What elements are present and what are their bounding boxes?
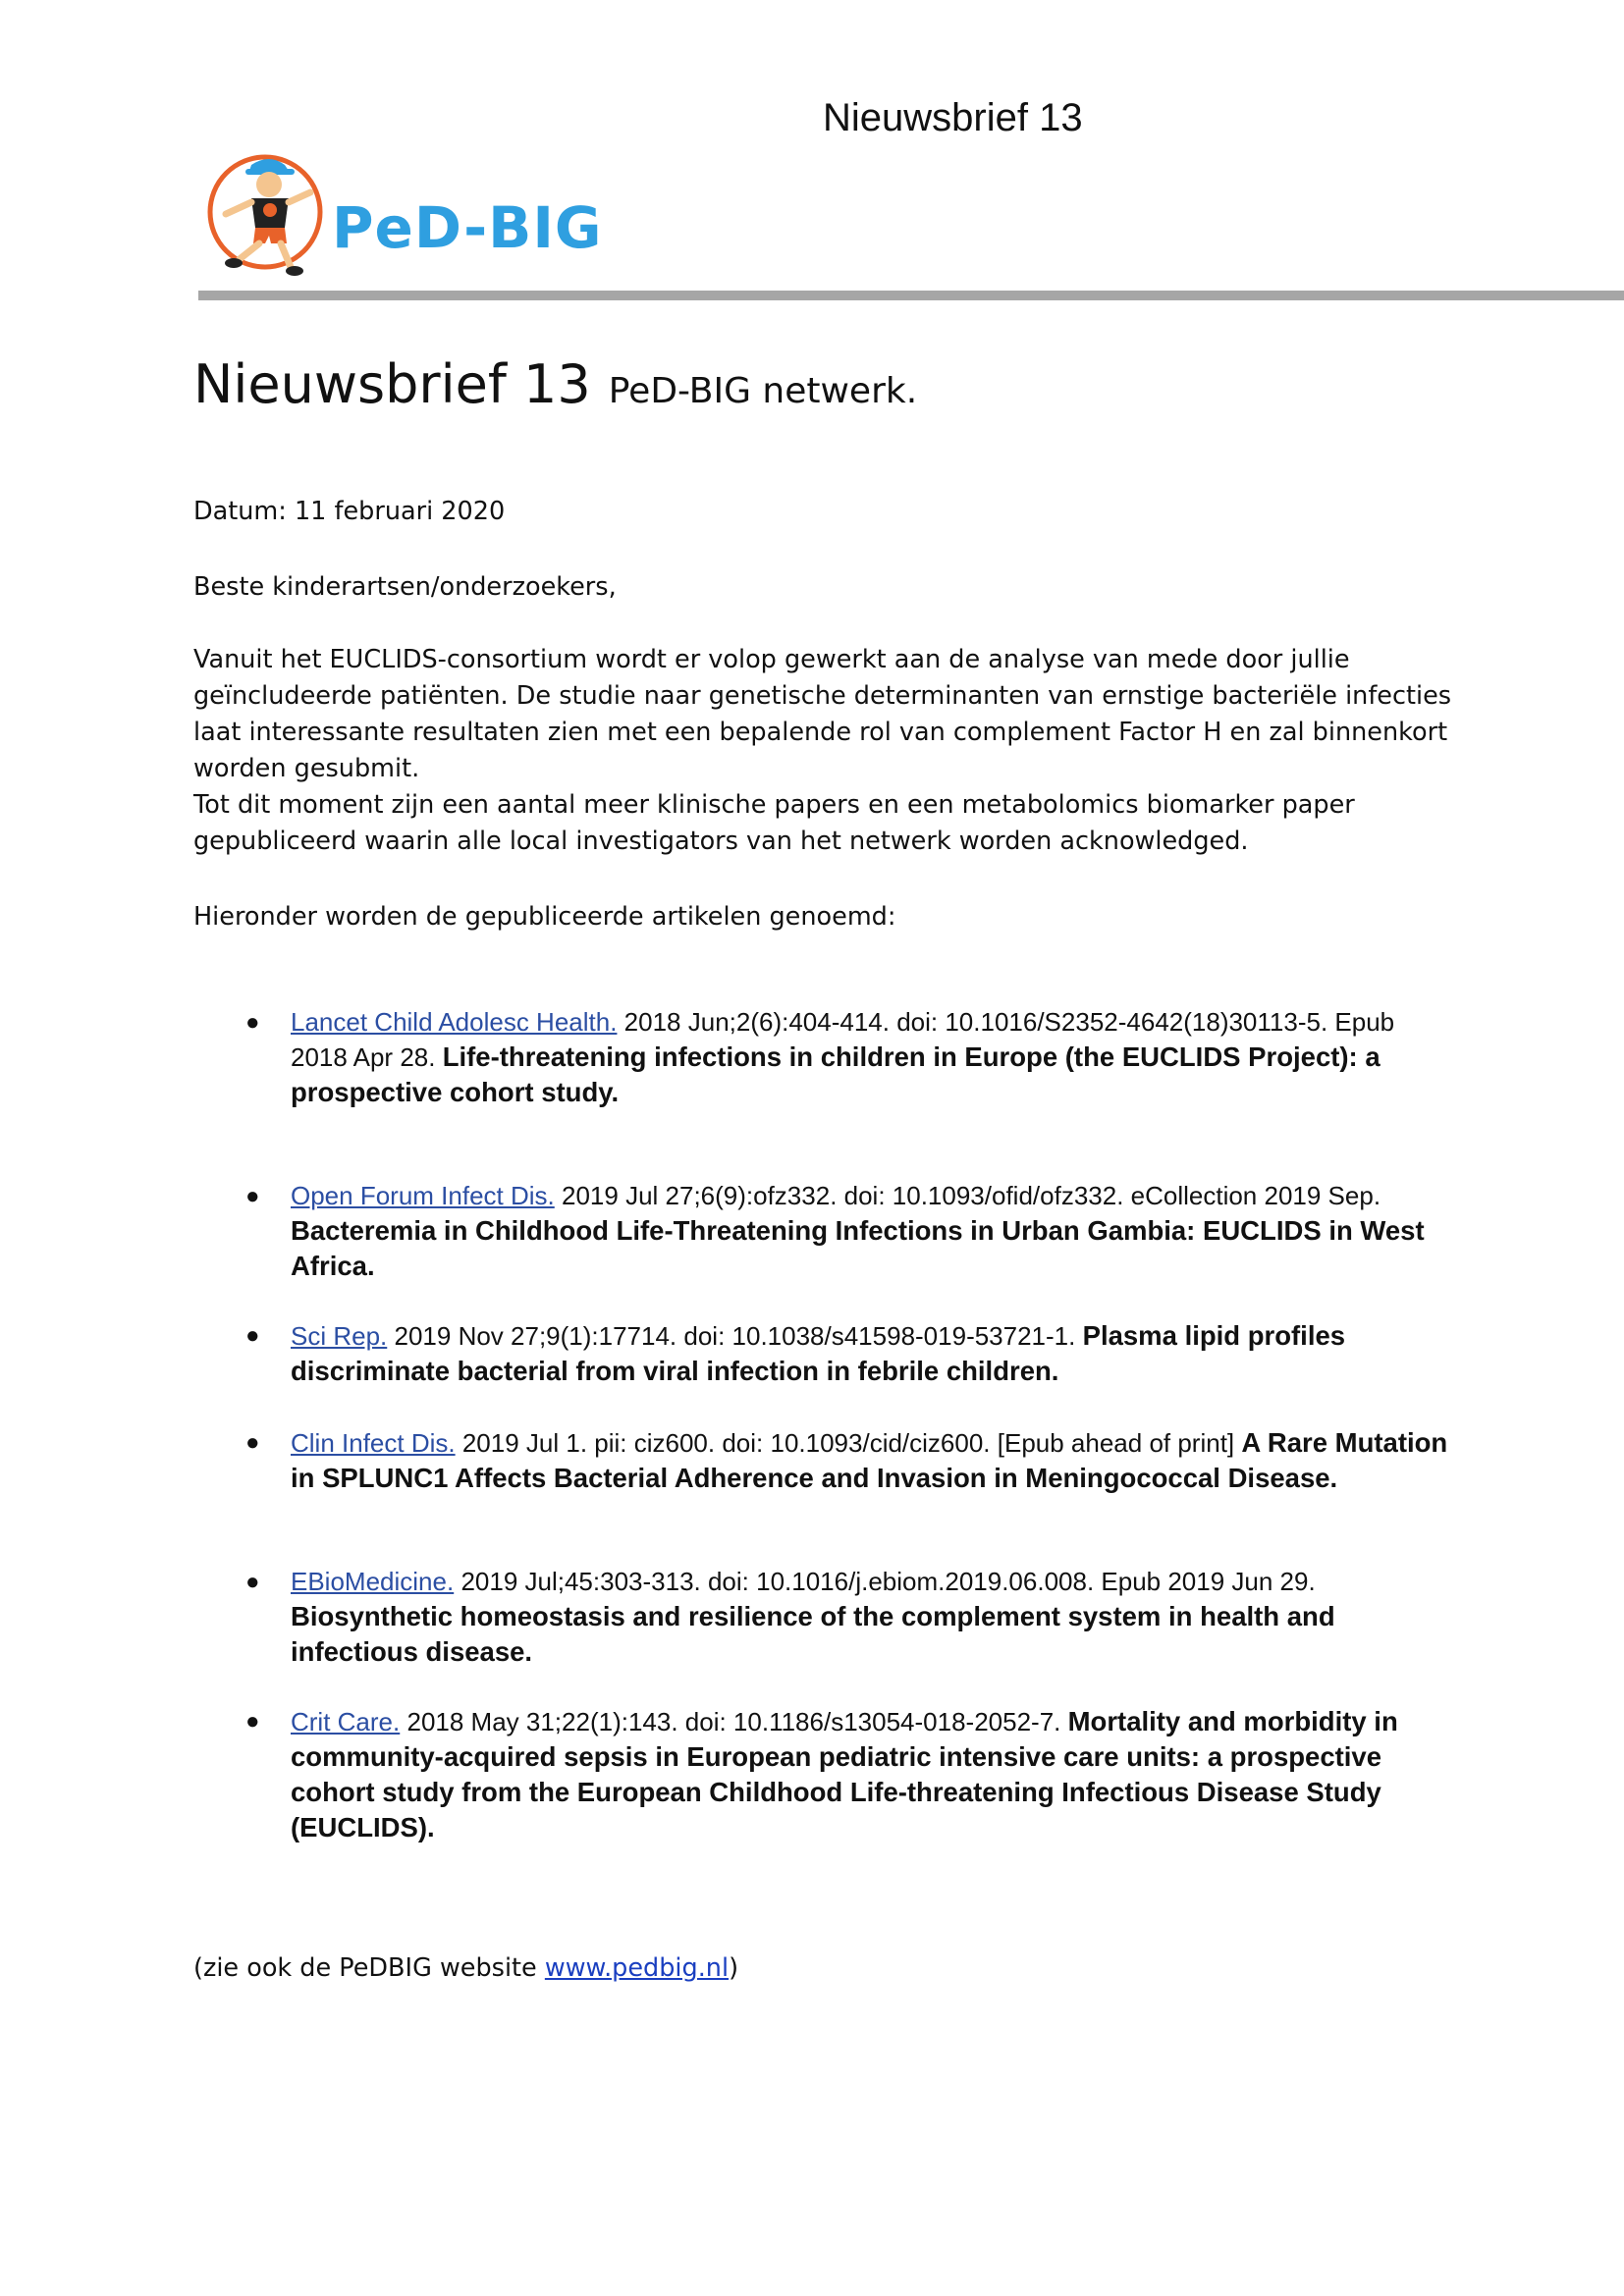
journal-link[interactable]: Sci Rep. xyxy=(291,1321,388,1351)
salutation: Beste kinderartsen/onderzoekers, xyxy=(193,572,617,602)
paragraph-line: gepubliceerd waarin alle local investigators van het netwerk worden acknowledged. xyxy=(193,827,1249,856)
header-divider xyxy=(198,291,1624,300)
reference-item xyxy=(291,1179,1449,1284)
reference-title: Plasma lipid profiles discriminate bacterial from viral infection in febrile children. xyxy=(291,1320,1346,1386)
mascot-icon xyxy=(200,145,338,283)
document-title xyxy=(193,353,917,415)
website-link[interactable]: www.pedbig.nl xyxy=(544,1953,730,1983)
bullet-icon: ● xyxy=(245,1708,260,1735)
date-line: Datum: 11 februari 2020 xyxy=(193,497,506,526)
paragraph-line: Tot dit moment zijn een aantal meer klinische papers en een metabolomics biomarker paper xyxy=(193,790,1355,820)
paragraph-line: geïncludeerde patiënten. De studie naar genetische determinanten van ernstige bacteriële infecties xyxy=(193,681,1452,711)
reference-item xyxy=(291,1565,1449,1670)
intro-paragraph xyxy=(193,642,1470,860)
reference-citation: 2019 Jul 27;6(9):ofz332. doi: 10.1093/ofid/ofz332. eCollection 2019 Sep. xyxy=(562,1181,1381,1210)
reference-title: Life-threatening infections in children in Europe (the EUCLIDS Project): a prospective cohort study. xyxy=(291,1041,1380,1107)
website-note-suffix: ) xyxy=(729,1953,739,1983)
journal-link[interactable]: Lancet Child Adolesc Health. xyxy=(291,1007,618,1037)
paragraph-line: laat interessante resultaten zien met een bepalende rol van complement Factor H en zal binnenkort xyxy=(193,718,1448,747)
reference-citation: 2019 Jul 1. pii: ciz600. doi: 10.1093/cid/ciz600. [Epub ahead of print] xyxy=(461,1428,1235,1458)
bullet-icon: ● xyxy=(245,1569,260,1595)
reference-item xyxy=(291,1425,1449,1496)
bullet-icon: ● xyxy=(245,1183,260,1209)
paragraph-line: Vanuit het EUCLIDS-consortium wordt er volop gewerkt aan de analyse van mede door jullie xyxy=(193,645,1350,674)
header-title: Nieuwsbrief 13 xyxy=(823,96,1083,139)
reference-title: Biosynthetic homeostasis and resilience of the complement system in health and infectious disease. xyxy=(291,1601,1335,1667)
logo-text: PeD-BIG xyxy=(332,194,603,261)
website-note xyxy=(193,1953,738,1983)
reference-citation: 2019 Jul;45:303-313. doi: 10.1016/j.ebiom.2019.06.008. Epub 2019 Jun 29. xyxy=(460,1567,1316,1596)
reference-item xyxy=(291,1704,1449,1845)
paragraph-line: worden gesubmit. xyxy=(193,754,420,783)
reference-citation: 2019 Nov 27;9(1):17714. doi: 10.1038/s41598-019-53721-1. xyxy=(394,1321,1076,1351)
journal-link[interactable]: Open Forum Infect Dis. xyxy=(291,1181,555,1210)
reference-item xyxy=(291,1005,1449,1110)
website-note-prefix: (zie ook de PeDBIG website xyxy=(193,1953,545,1983)
reference-title: A Rare Mutation in SPLUNC1 Affects Bacterial Adherence and Invasion in Meningococcal Disease. xyxy=(291,1427,1448,1493)
reference-title: Mortality and morbidity in community-acquired sepsis in European pediatric intensive care units: a prospective cohort study from the European Childhood Life-threatening Infectious Disease Study (EUCLIDS). xyxy=(291,1706,1398,1842)
reference-title: Bacteremia in Childhood Life-Threatening Infections in Urban Gambia: EUCLIDS in West Africa. xyxy=(291,1215,1425,1281)
list-intro: Hieronder worden de gepubliceerde artikelen genoemd: xyxy=(193,902,896,932)
title-main: Nieuwsbrief 13 xyxy=(193,353,591,415)
bullet-icon: ● xyxy=(245,1429,260,1456)
reference-item xyxy=(291,1318,1449,1389)
bullet-icon: ● xyxy=(245,1009,260,1036)
journal-link[interactable]: Clin Infect Dis. xyxy=(291,1428,456,1458)
reference-citation: 2018 May 31;22(1):143. doi: 10.1186/s13054-018-2052-7. xyxy=(406,1707,1061,1736)
title-subtitle: PeD-BIG netwerk. xyxy=(608,371,918,411)
reference-citation: 2018 Jun;2(6):404-414. doi: 10.1016/S2352-4642(18)30113-5. Epub 2018 Apr 28. xyxy=(291,1007,1395,1072)
journal-link[interactable]: EBioMedicine. xyxy=(291,1567,455,1596)
bullet-icon: ● xyxy=(245,1322,260,1349)
journal-link[interactable]: Crit Care. xyxy=(291,1707,401,1736)
